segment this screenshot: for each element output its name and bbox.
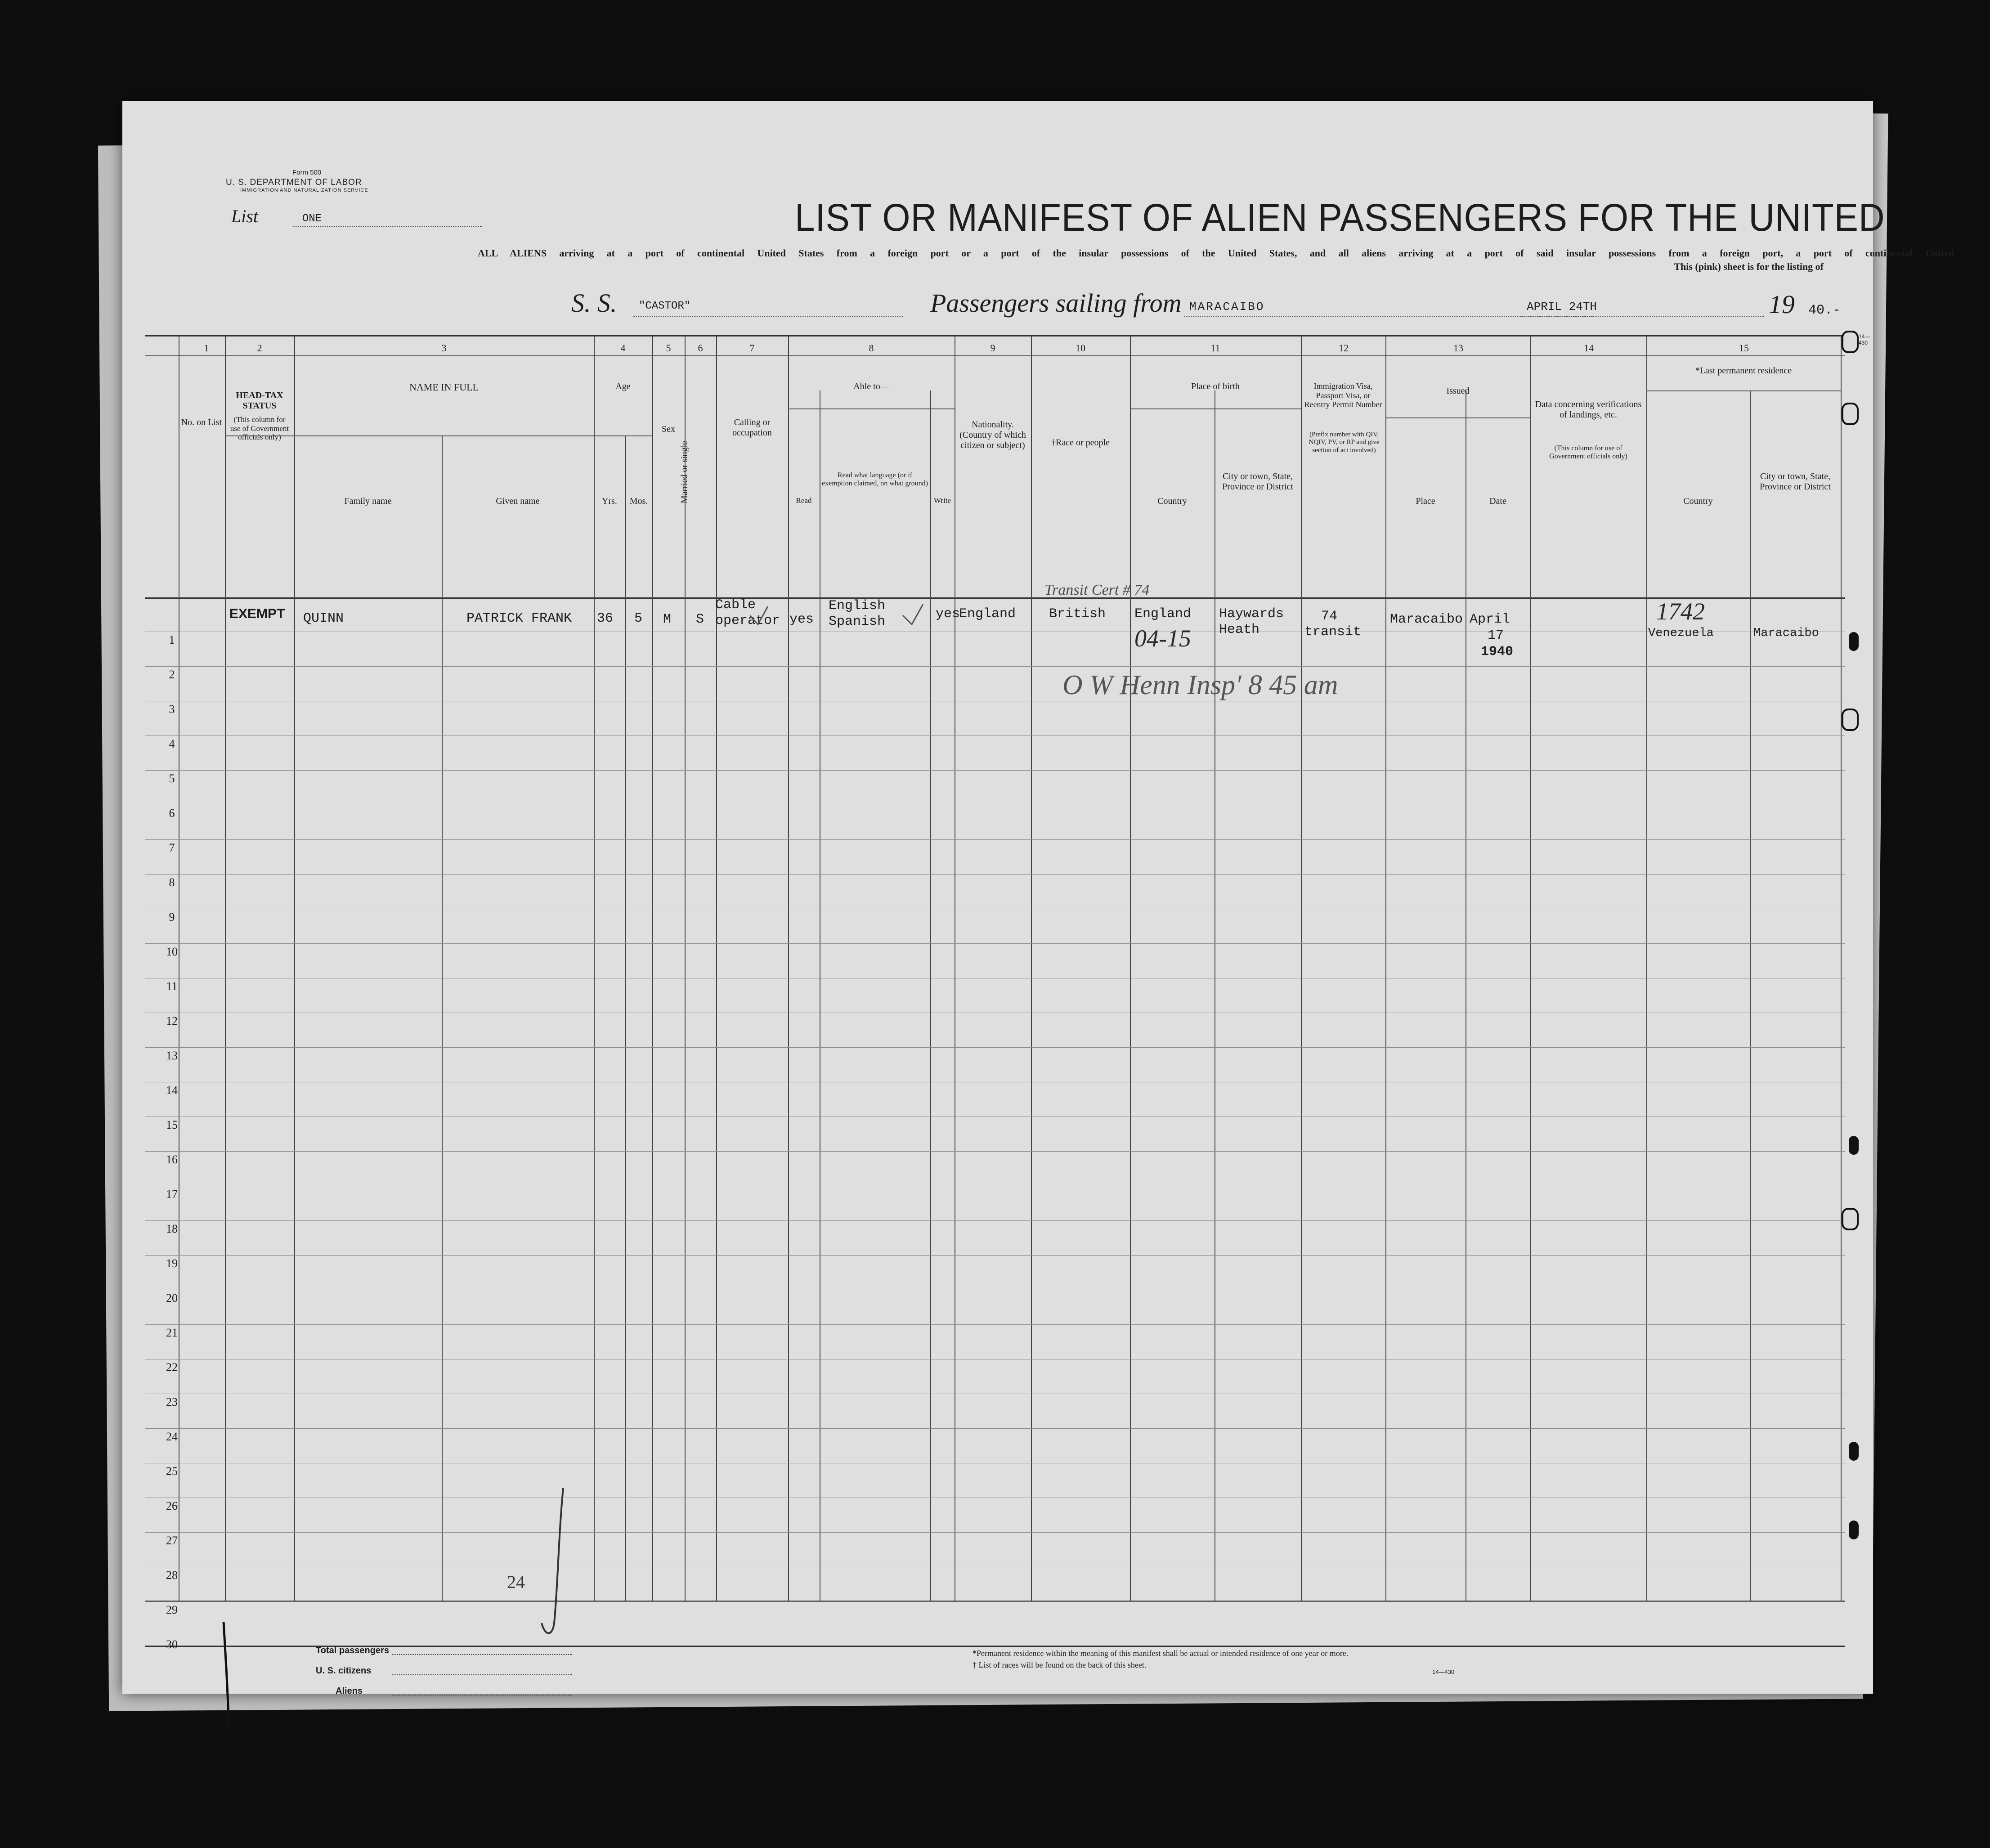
residence-city: Maracaibo	[1753, 627, 1819, 640]
race-footnote: † List of races will be found on the back of this sheet.	[973, 1660, 1147, 1669]
row-number: 12	[166, 1014, 178, 1027]
col-line	[625, 435, 626, 1601]
column-number: 4	[620, 342, 626, 354]
row-line	[145, 1151, 1845, 1152]
row-number: 15	[166, 1118, 178, 1131]
head-tax-status: EXEMPT	[229, 606, 285, 621]
col-race-header: †Race or people	[1051, 438, 1110, 448]
footer-divider	[145, 1646, 1845, 1647]
subtitle-continuation: This (pink) sheet is for the listing of	[1674, 261, 1824, 272]
occupation-line-1: Cable	[715, 597, 756, 613]
col-verification-note: (This column for use of Government officials only)	[1549, 444, 1627, 461]
col-line	[1130, 336, 1131, 1601]
row-number: 5	[169, 772, 175, 785]
col-verification-header: Data concerning verifications of landings, etc.	[1535, 399, 1642, 420]
row-number: 18	[166, 1222, 178, 1235]
column-number: 8	[869, 342, 874, 354]
row-line	[145, 943, 1845, 944]
binder-hole	[1849, 632, 1859, 651]
page-number-handwritten: 24	[507, 1572, 525, 1592]
col-line	[930, 390, 931, 1601]
row-line	[145, 1255, 1845, 1256]
row-number: 19	[166, 1257, 178, 1270]
column-number: 2	[257, 342, 262, 354]
row-number: 11	[166, 980, 178, 993]
pen-stroke-mark	[532, 1488, 568, 1641]
col-given-name-header: Given name	[496, 496, 540, 506]
issued-subheader-line	[1385, 417, 1530, 418]
col-line	[1385, 336, 1386, 1601]
service-name: IMMIGRATION AND NATURALIZATION SERVICE	[240, 188, 368, 193]
visa-type: transit	[1304, 624, 1362, 640]
birth-city-line-2: Heath	[1219, 622, 1260, 637]
col-yrs-header: Yrs.	[602, 496, 617, 506]
col-read-language-header: Read what language (or if exemption claimed, on what ground)	[822, 471, 928, 488]
column-number: 10	[1076, 342, 1085, 354]
row-number: 9	[169, 911, 175, 924]
age-months: 5	[634, 611, 643, 626]
row-number: 2	[169, 668, 175, 681]
given-name: PATRICK FRANK	[466, 611, 572, 626]
port-of-departure: MARACAIBO	[1189, 300, 1265, 314]
binder-hole	[1849, 1136, 1859, 1155]
col-married-header: Married or single	[679, 441, 690, 503]
list-label: List	[231, 206, 259, 226]
col-line	[685, 336, 686, 1601]
col-residence-country-header: Country	[1683, 496, 1713, 506]
issued-date-year: 1940	[1481, 644, 1514, 659]
row-number: 14	[166, 1084, 178, 1097]
us-citizens-line	[392, 1674, 572, 1675]
birth-city-line-1: Haywards	[1219, 606, 1284, 622]
row-line	[145, 666, 1845, 667]
col-line	[1646, 336, 1647, 1601]
manifest-sheet	[122, 101, 1954, 1696]
col-issued-place-header: Place	[1416, 496, 1435, 506]
row-line	[145, 874, 1845, 875]
row-number: 6	[169, 807, 175, 820]
ship-label: S. S.	[571, 288, 617, 318]
sailing-date: APRIL 24TH	[1527, 300, 1597, 314]
row-number: 16	[166, 1153, 178, 1166]
col-mos-header: Mos.	[629, 496, 648, 506]
aliens-label: Aliens	[336, 1686, 363, 1696]
column-number: 13	[1453, 342, 1463, 354]
ship-underline	[633, 316, 903, 317]
year-prefix: 19	[1769, 290, 1795, 319]
col-line	[1031, 336, 1032, 1601]
issued-date-month: April	[1470, 612, 1510, 627]
col-birth-country-header: Country	[1157, 496, 1187, 506]
col-line	[788, 336, 789, 1601]
occupation-line-2: operator	[715, 613, 780, 628]
race: British	[1049, 606, 1106, 622]
header-bottom-divider	[145, 597, 1845, 599]
row-number: 26	[166, 1499, 178, 1512]
footer-pen-mark	[221, 1622, 235, 1739]
column-number: 6	[698, 342, 703, 354]
col-line	[1750, 390, 1751, 1601]
age-years: 36	[597, 611, 614, 626]
subtitle: ALL ALIENS arriving at a port of continental United States from a foreign port or a port of the insular possessions of the United States, and all aliens arriving at a port of said insular possessions from a foreign port, a port of continental United	[478, 247, 1954, 259]
total-passengers-label: Total passengers	[316, 1646, 390, 1655]
row-number: 13	[166, 1049, 178, 1062]
binder-hole	[1842, 709, 1859, 731]
col-name-in-full-header: NAME IN FULL	[409, 381, 479, 393]
column-number: 5	[666, 342, 671, 354]
column-number: 11	[1210, 342, 1220, 354]
row-number: 4	[169, 737, 175, 750]
row-line	[145, 839, 1845, 840]
row-number: 17	[166, 1188, 178, 1201]
family-name: QUINN	[303, 611, 344, 626]
col-residence-city-header: City or town, State, Province or District	[1760, 471, 1831, 492]
col-line	[442, 435, 443, 1601]
column-number: 14	[1584, 342, 1594, 354]
col-calling-header: Calling or occupation	[732, 417, 772, 438]
total-passengers-line	[392, 1654, 572, 1655]
birth-country-code-handwritten: 04-15	[1134, 625, 1191, 652]
check-mark-strokes	[750, 597, 966, 633]
col-last-residence-header: *Last permanent residence	[1695, 366, 1792, 376]
row-number: 22	[166, 1361, 178, 1374]
visa-number: 74	[1321, 609, 1338, 624]
row-number: 28	[166, 1569, 178, 1582]
col-visa-note: (Prefix number with QIV, NQIV, PV, or RP and give section of act involved)	[1309, 431, 1380, 454]
row-number: 8	[169, 876, 175, 889]
col-age-header: Age	[615, 381, 631, 391]
col-line	[1530, 336, 1531, 1601]
col-sex-header: Sex	[662, 424, 675, 434]
binder-hole	[1842, 403, 1859, 425]
row-number: 21	[166, 1326, 178, 1339]
col-write-header: Write	[933, 496, 951, 505]
column-number: 3	[441, 342, 447, 354]
column-number: 9	[990, 342, 995, 354]
row-line	[145, 1047, 1845, 1048]
language-1: English	[829, 598, 886, 614]
col-place-of-birth-header: Place of birth	[1191, 381, 1240, 391]
column-number: 7	[749, 342, 755, 354]
row-line	[145, 1220, 1845, 1221]
column-number: 1	[204, 342, 209, 354]
row-line	[145, 770, 1845, 771]
row-number: 10	[166, 945, 178, 958]
marital-status: S	[696, 612, 704, 627]
row-line	[145, 1532, 1845, 1533]
nationality: England	[959, 606, 1016, 622]
row-number: 29	[166, 1603, 178, 1616]
can-read: yes	[789, 612, 814, 627]
row-line	[145, 1601, 1845, 1602]
col-line	[1841, 336, 1842, 1601]
can-write: yes	[936, 606, 960, 622]
list-underline	[293, 226, 482, 227]
residence-subheader-line	[1646, 390, 1841, 391]
inspector-signature: O W Henn Insp' 8 45 am	[1062, 670, 1338, 700]
residence-footnote: *Permanent residence within the meaning of this manifest shall be actual or intended residence of one year or more.	[973, 1649, 1349, 1658]
row-number: 1	[169, 633, 175, 646]
col-nationality-header: Nationality. (Country of which citizen or subject)	[959, 420, 1026, 450]
row-line	[145, 1428, 1845, 1429]
col-line	[225, 336, 226, 1601]
row-number: 23	[166, 1395, 178, 1408]
col-read-header: Read	[796, 496, 812, 505]
form-number: Form 500	[292, 169, 322, 176]
row-number: 3	[169, 703, 175, 716]
us-citizens-label: U. S. citizens	[316, 1666, 372, 1676]
col-visa-header: Immigration Visa, Passport Visa, or Reentry Permit Number	[1304, 381, 1382, 409]
residence-country: Venezuela	[1648, 627, 1714, 640]
form-code-top: 14—430	[1859, 333, 1870, 346]
row-number: 30	[166, 1638, 178, 1651]
col-line	[594, 336, 595, 1601]
row-number: 24	[166, 1430, 178, 1443]
col-line	[652, 336, 653, 1601]
able-subheader-line	[788, 408, 955, 409]
col-birth-city-header: City or town, State, Province or District	[1222, 471, 1293, 492]
binder-hole	[1849, 1442, 1859, 1461]
ship-name: "CASTOR"	[639, 300, 691, 312]
age-subheader-line	[594, 435, 652, 436]
language-2: Spanish	[829, 614, 886, 629]
birth-subheader-line	[1130, 408, 1301, 409]
row-number: 20	[166, 1292, 178, 1305]
sex: M	[663, 612, 672, 627]
col-able-to-header: Able to—	[853, 381, 889, 391]
col-head-tax-header: HEAD-TAX STATUS	[236, 390, 283, 411]
row-line	[145, 1324, 1845, 1325]
column-number: 12	[1339, 342, 1349, 354]
row-number: 25	[166, 1465, 178, 1478]
col-head-tax-note: (This column for use of Government officials only)	[230, 415, 289, 442]
col-family-name-header: Family name	[344, 496, 392, 506]
issued-date-day: 17	[1488, 628, 1504, 643]
year-suffix: 40.-	[1808, 303, 1841, 318]
col-line	[294, 336, 295, 1601]
row-number: 27	[166, 1534, 178, 1547]
binder-hole	[1842, 1208, 1859, 1230]
issued-place: Maracaibo	[1390, 612, 1463, 627]
col-line	[1301, 336, 1302, 1601]
transit-cert-handwritten: Transit Cert # 74	[1044, 582, 1150, 598]
sailing-label: Passengers sailing from	[930, 288, 1182, 318]
form-code: 14—430	[1432, 1669, 1455, 1675]
col-no-on-list-header: No. on List	[181, 417, 222, 427]
binder-hole	[1849, 1521, 1859, 1539]
binder-hole	[1842, 331, 1859, 353]
column-number: 15	[1739, 342, 1749, 354]
col-issued-date-header: Date	[1489, 496, 1506, 506]
page-title: LIST OR MANIFEST OF ALIEN PASSENGERS FOR THE UNITED	[795, 196, 1885, 239]
row-number: 7	[169, 841, 175, 854]
col-issued-header: Issued	[1446, 386, 1470, 396]
list-value: ONE	[302, 213, 322, 225]
birth-country: England	[1134, 606, 1192, 622]
date-underline	[1521, 316, 1764, 317]
residence-code-handwritten: 1742	[1656, 598, 1705, 625]
col-line	[716, 336, 717, 1601]
department-name: U. S. DEPARTMENT OF LABOR	[226, 178, 362, 187]
column-number-divider	[145, 355, 1845, 356]
